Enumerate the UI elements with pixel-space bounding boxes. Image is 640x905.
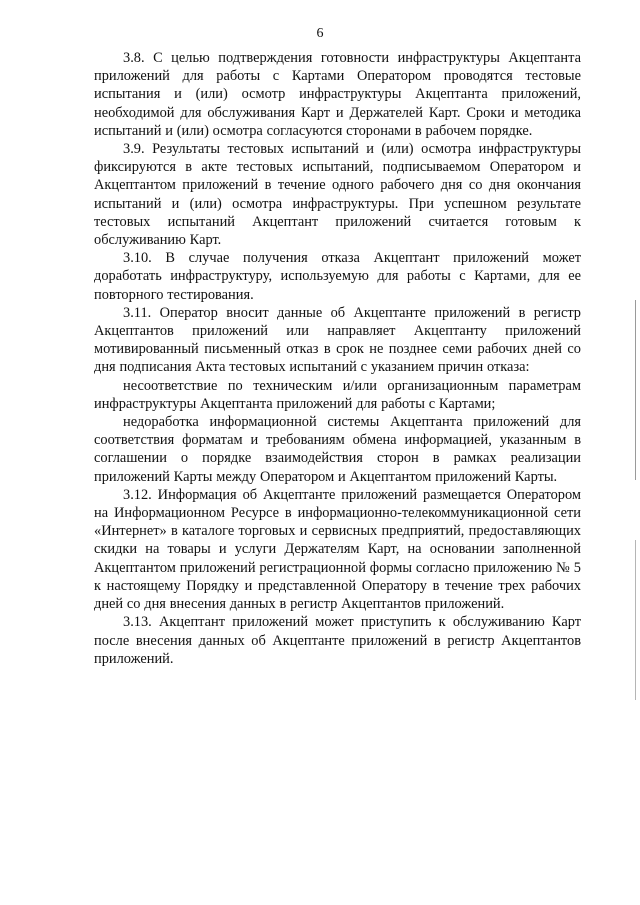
page-number: 6	[316, 26, 324, 41]
scan-edge-line	[635, 540, 636, 700]
paragraph-3-8: 3.8. С целью подтверждения готовности инфраструктуры Акцептанта приложений для работы с Картами Оператором проводятся тестовые испытания и (или) осмотр инфраструктуры Акцептанта приложений, необходимой для обслуживания Карт и Держателей Карт. Сроки и методика испытаний и (или) осмотра согласуются сторонами в рабочем порядке.	[94, 50, 581, 139]
paragraph-3-13: 3.13. Акцептант приложений может приступить к обслуживанию Карт после внесения данных об Акцептанте приложений в регистр Акцептантов приложений.	[94, 614, 581, 667]
paragraph-3-11: 3.11. Оператор вносит данные об Акцептанте приложений в регистр Акцептантов приложений или направляет Акцептанту приложений мотивированный письменный отказ в срок не позднее семи рабочих дней со дня подписания Акта тестовых испытаний с указанием причин отказа:	[94, 304, 581, 376]
paragraph-3-9: 3.9. Результаты тестовых испытаний и (или) осмотра инфраструктуры фиксируются в акте тестовых испытаний, подписываемом Оператором и Акцептантом приложений в течение одного рабочего дня со дня окончания испытаний и (или) осмотра инфраструктуры. При успешном результате тестовых испытаний Акцептант приложений считается готовым к обслуживанию Карт.	[94, 141, 581, 249]
paragraph-3-10: 3.10. В случае получения отказа Акцептант приложений может доработать инфраструктуру, используемую для работы с Картами, для ее повторного тестирования.	[94, 250, 581, 303]
list-item-refusal-reason-2: недоработка информационной системы Акцептанта приложений для соответствия форматам и требованиям обмена информацией, указанным в соглашении о порядке взаимодействия сторон в рамках реализации приложений Карты между Оператором и Акцептантом приложений Карты.	[94, 414, 581, 485]
paragraph-3-12: 3.12. Информация об Акцептанте приложений размещается Оператором на Информационном Ресурсе в информационно-телекоммуникационной сети «Интернет» в каталоге торговых и сервисных предприятий, предоставляющих скидки на товары и услуги Держателям Карт, на основании заполненной Акцептантом приложений регистрационной формы согласно приложению № 5 к настоящему Порядку и представленной Оператору в течение трех рабочих дней со дня внесения данных в регистр Акцептантов приложений.	[94, 486, 581, 613]
list-item-refusal-reason-1: несоответствие по техническим и/или организационным параметрам инфраструктуры Акцептанта приложений для работы с Картами;	[94, 377, 581, 412]
scan-edge-line	[635, 300, 636, 480]
document-body	[94, 49, 581, 668]
